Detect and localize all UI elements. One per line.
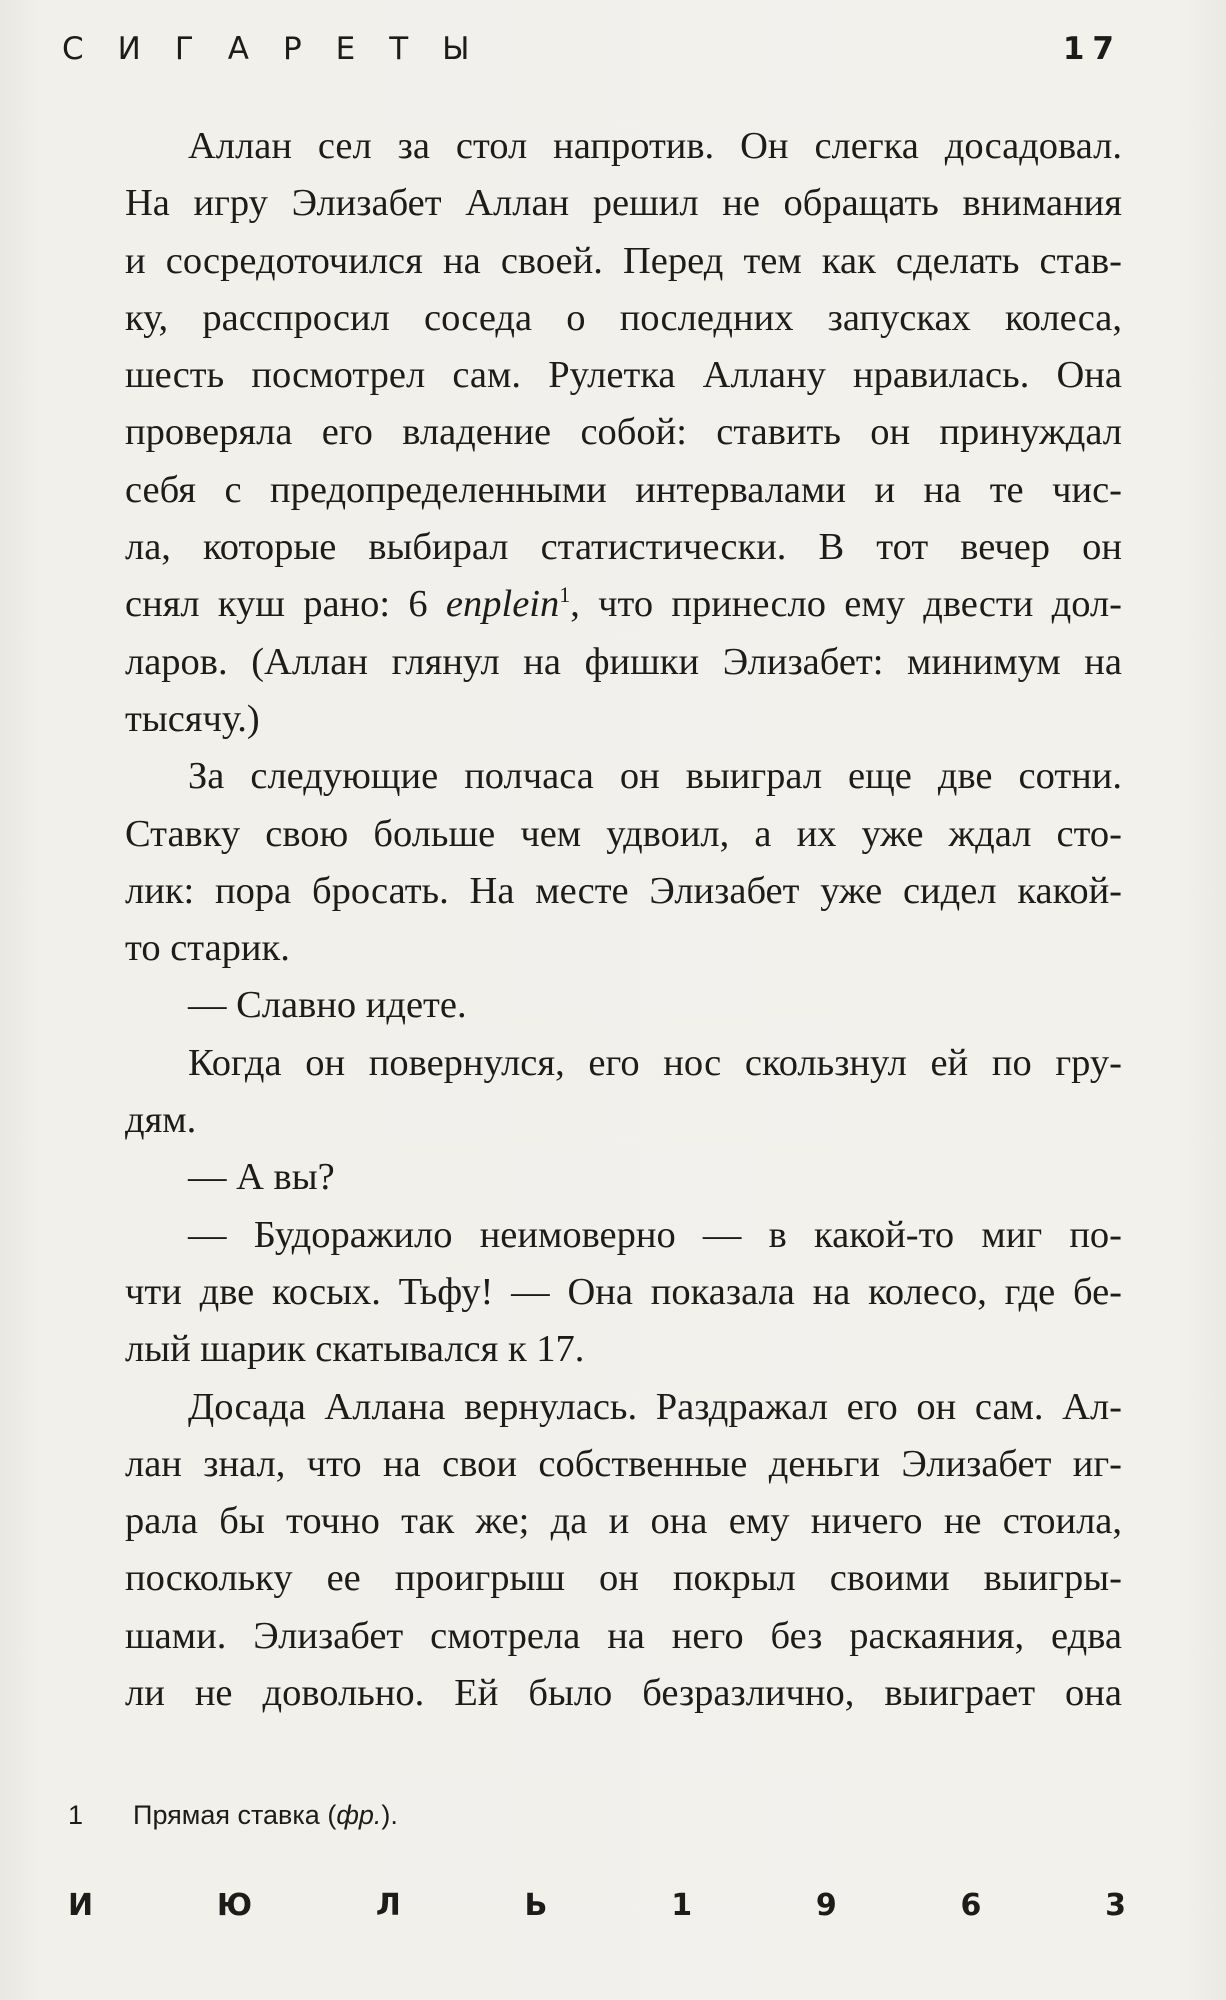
paragraph [62,977,1122,1034]
foreign-term: enplein [445,583,560,626]
paragraph [62,748,1122,977]
paragraph [62,118,1122,748]
footer-letter: 1 [671,1887,693,1923]
text-line: ку, расспросил соседа о последних запусках колеса, [125,296,1122,339]
paragraph [62,1379,1122,1723]
text-line: поскольку ее проигрыш он покрыл своими выигры- [125,1557,1122,1600]
text-line: лый шарик скатывался к 17. [125,1328,585,1371]
running-footer [68,1880,1126,1930]
text-segment: , что принесло ему двести дол- [570,583,1122,626]
text-line: ларов. (Аллан глянул на фишки Элизабет: минимум на [125,640,1122,683]
footer-letter: 9 [815,1887,837,1923]
text-line: Досада Аллана вернулась. Раздражал его он сам. Ал- [188,1385,1122,1428]
dialogue-line: — Славно идете. [188,984,467,1027]
text-line: рала бы точно так же; да и она ему ничего не стоила, [125,1500,1122,1543]
text-line: шами. Элизабет смотрела на него без раскаяния, едва [125,1614,1122,1657]
footnote-number: 1 [68,1800,84,1830]
dialogue-line: — А вы? [188,1156,335,1199]
text-line: то старик. [125,927,290,970]
text-line: На игру Элизабет Аллан решил не обращать внимания [125,182,1122,225]
text-line: Аллан сел за стол напротив. Он слегка досадовал. [188,125,1122,167]
text-line: чти две косых. Тьфу! — Она показала на колесо, где бе- [125,1270,1122,1313]
footnote-abbreviation: фр. [336,1800,382,1830]
running-header [62,24,1122,74]
text-line: лан знал, что на свои собственные деньги Элизабет иг- [125,1442,1122,1485]
text-line: шесть посмотрел сам. Рулетка Аллану нравилась. Она [125,354,1122,397]
footnote-reference: 1 [559,582,571,608]
paragraph [62,1149,1122,1206]
footer-letter: И [68,1887,94,1923]
text-line: и сосредоточился на своей. Перед тем как сделать став- [125,239,1122,282]
text-line: За следующие полчаса он выиграл еще две сотни. [188,755,1122,798]
page-number: 17 [1062,31,1122,67]
text-line: тысячу.) [125,697,260,740]
text-line-with-footnote [62,576,1122,633]
footer-letter: 6 [960,1887,982,1923]
text-line: проверяла его владение собой: ставить он принуждал [125,411,1122,454]
text-line: ли не довольно. Ей было безразлично, выиграет она [125,1672,1122,1715]
footnote-text-segment: ). [381,1800,398,1830]
dialogue-line: — Будоражило неимоверно — в какой-то миг по- [188,1213,1122,1256]
footer-letter: 3 [1105,1887,1126,1923]
footnote-text-segment: Прямая ставка ( [133,1800,337,1830]
text-line: лик: пора бросать. На месте Элизабет уже сидел какой- [125,869,1122,912]
footer-letter: Л [375,1887,401,1923]
text-line: себя с предопределенными интервалами и на те чис- [125,468,1122,511]
body-text [62,118,1122,1722]
paragraph [62,1035,1122,1150]
text-line: дям. [125,1099,197,1142]
text-line: Ставку свою больше чем удвоил, а их уже ждал сто- [125,812,1122,855]
footer-letter: Ь [524,1887,548,1923]
text-line: Когда он повернулся, его нос скользнул ей по гру- [188,1041,1122,1084]
footer-letter: Ю [216,1887,253,1923]
text-line: ла, которые выбирал статистически. В тот вечер он [125,526,1122,569]
footnote-text [133,1800,398,1831]
text-segment: снял куш рано: 6 [125,583,446,626]
chapter-title: СИГАРЕТЫ [62,31,504,67]
footnote [68,1800,398,1831]
paragraph [62,1207,1122,1379]
